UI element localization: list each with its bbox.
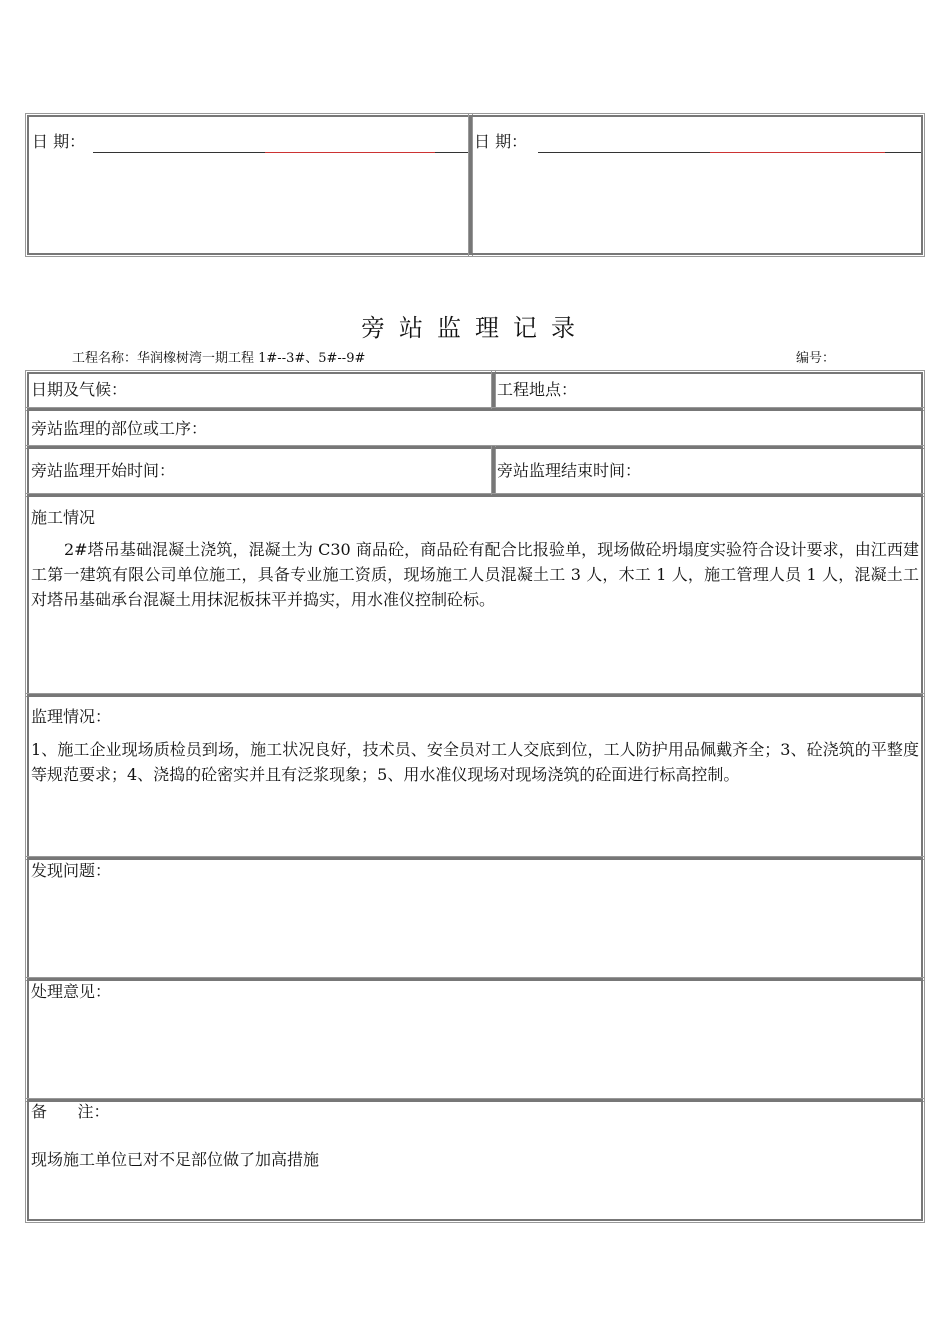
right-date-label: 日 期： [474, 132, 528, 151]
handling-section [27, 979, 923, 1100]
supervision-body: 1、施工企业现场质检员到场，施工状况良好，技术员、安全员对工人交底到位，工人防护用品佩戴齐全；3、砼浇筑的平整度等规范要求；4、浇捣的砼密实并且有泛浆现象；5、用水准仪现场对现场浇筑的砼面进行标高控制。 [31, 740, 919, 784]
number-label: 编号： [796, 351, 836, 366]
remarks-body: 现场施工单位已对不足部位做了加高措施 [31, 1150, 320, 1169]
handling-heading: 处理意见： [31, 982, 112, 1001]
location-label: 工程地点： [497, 380, 578, 399]
part-process-label: 旁站监理的部位或工序： [31, 419, 208, 438]
construction-heading: 施工情况 [31, 508, 96, 527]
remarks-heading: 备 注： [31, 1102, 110, 1121]
construction-body: 2#塔吊基础混凝土浇筑，混凝土为 C30 商品砼，商品砼有配合比报验单，现场做砼坍塌度实验符合设计要求，由江西建工第一建筑有限公司单位施工，具备专业施工资质，现场施工人员混凝土工 3 人，木工 1 人，施工管理人员 1 人，混凝土工对塔吊基础承台混凝土用抹泥板抹平并捣实，用水准仪控制砼标。 [31, 540, 919, 609]
project-name: 工程名称：华润橡树湾一期工程 1#--3#、5#--9# [72, 351, 366, 366]
top-left-cell [27, 115, 471, 255]
end-time-label: 旁站监理结束时间： [497, 461, 642, 480]
problems-heading: 发现问题： [31, 861, 112, 880]
left-date-label: 日 期： [32, 132, 86, 151]
left-date-line[interactable] [93, 152, 468, 153]
date-weather-label: 日期及气候： [31, 380, 128, 399]
problems-section [27, 858, 923, 979]
right-date-line[interactable] [538, 152, 921, 153]
start-time-label: 旁站监理开始时间： [31, 461, 176, 480]
page-title: 旁站监理记录 [361, 314, 589, 342]
top-right-cell [470, 115, 923, 255]
supervision-heading: 监理情况： [31, 707, 112, 726]
